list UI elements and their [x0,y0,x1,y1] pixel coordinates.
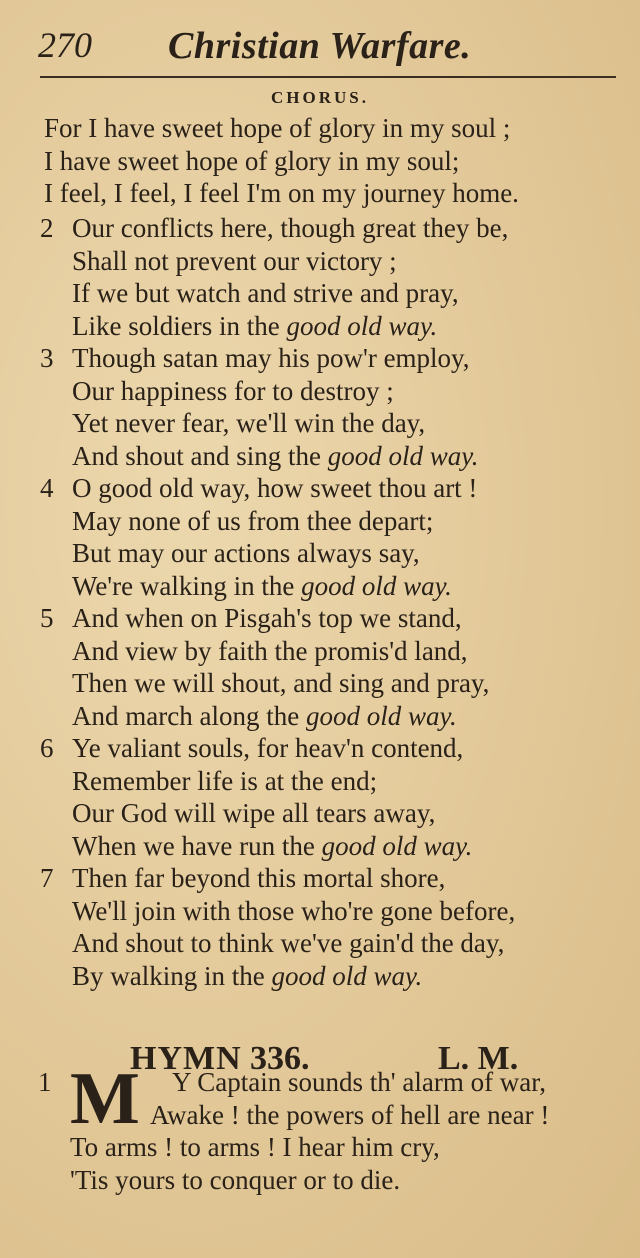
verse-line [72,830,472,862]
line-text: Shall not prevent our victory ; [72,245,397,276]
verse-line [72,895,515,927]
line-italic-text: good old way. [321,830,473,861]
line-italic-text: good old way. [301,570,452,601]
line-text: May none of us from thee depart; [72,505,434,536]
verse-line [72,862,445,894]
verse-line [72,635,468,667]
line-text: Our happiness for to destroy ; [72,375,394,406]
verse-line [72,310,437,342]
line-text: We'll join with those who're gone before, [72,895,516,926]
line-text: For I have sweet hope of glory in my soul ; [44,113,511,143]
line-italic-text: good old way. [327,440,479,471]
hymn-number: 336. [250,1040,310,1077]
line-text: Though satan may his pow'r employ, [72,343,470,373]
verse-line [72,375,394,407]
header-rule [40,76,616,78]
line-italic-text: good old way. [286,310,438,341]
verse-line [72,570,452,602]
line-text: To arms ! to arms ! I hear him cry, [70,1132,440,1163]
running-title: Christian Warfare. [168,25,472,67]
verse-line [72,440,479,472]
verse-line [72,927,504,959]
chorus-line [44,145,459,177]
line-text: And when on Pisgah's top we stand, [72,603,462,633]
verse-number: 7 [40,863,54,893]
line-text: I have sweet hope of glory in my soul; [44,145,460,176]
line-italic-text: good old way. [305,700,457,731]
verse-line [72,245,397,277]
line-text: And shout to think we've gain'd the day, [72,928,505,959]
verse-line [72,505,433,537]
hymn-line [70,1164,400,1196]
line-text: And march along the [72,700,306,731]
page-number: 270 [38,25,92,65]
verse-number: 6 [40,733,54,763]
verse-line [72,667,489,699]
line-text: Like soldiers in the [72,310,287,341]
verse-number: 5 [40,603,54,633]
verse-line [72,960,422,992]
verse-line [72,277,459,309]
verse-number: 2 [40,213,54,243]
chorus-line [44,112,510,144]
line-text: I feel, I feel, I feel I'm on my journey home. [44,178,519,209]
line-text: But may our actions always say, [72,538,420,569]
chorus-line [44,177,519,209]
verse-number: 4 [40,473,54,503]
verse-line [72,797,435,829]
drop-cap: M [70,1058,140,1140]
running-head [38,18,618,68]
verse-number: 3 [40,343,54,373]
line-text: Remember life is at the end; [72,765,378,796]
hymn-line [150,1099,549,1131]
verse-line [72,602,462,634]
verse-line [72,537,420,569]
hymn-meter: L. M. [438,1040,519,1077]
line-italic-text: good old way. [271,960,423,991]
line-text: O good old way, how sweet thou art ! [72,473,478,503]
line-text: Our God will wipe all tears away, [72,798,436,829]
line-text: 'Tis yours to conquer or to die. [70,1164,401,1195]
verse-line [72,407,425,439]
hymn-title: HYMN [130,1040,242,1077]
line-text: Y Captain sounds th' alarm of war, [172,1067,546,1097]
verse-line [72,212,508,244]
line-text: Ye valiant souls, for heav'n contend, [72,733,464,763]
hymn-line [70,1131,440,1163]
verse-line [72,700,457,732]
hymn-verse-number: 1 [38,1067,52,1097]
line-text: Then we will shout, and sing and pray, [72,668,490,699]
verse-line [72,765,377,797]
line-text: And view by faith the promis'd land, [72,635,468,666]
line-text: When we have run the [72,830,322,861]
verse-line [72,472,477,504]
line-text: Our conflicts here, though great they be, [72,213,509,243]
verse-line [72,732,463,764]
line-text: We're walking in the [72,570,302,601]
line-text: By walking in the [72,960,272,991]
verse-line [72,342,470,374]
hymn-line [172,1066,546,1098]
line-text: Yet never fear, we'll win the day, [72,408,426,439]
line-text: If we but watch and strive and pray, [72,278,459,309]
line-text: Then far beyond this mortal shore, [72,863,446,893]
line-text: And shout and sing the [72,440,328,471]
chorus-label: CHORUS. [271,88,369,107]
line-text: Awake ! the powers of hell are near ! [150,1099,550,1130]
